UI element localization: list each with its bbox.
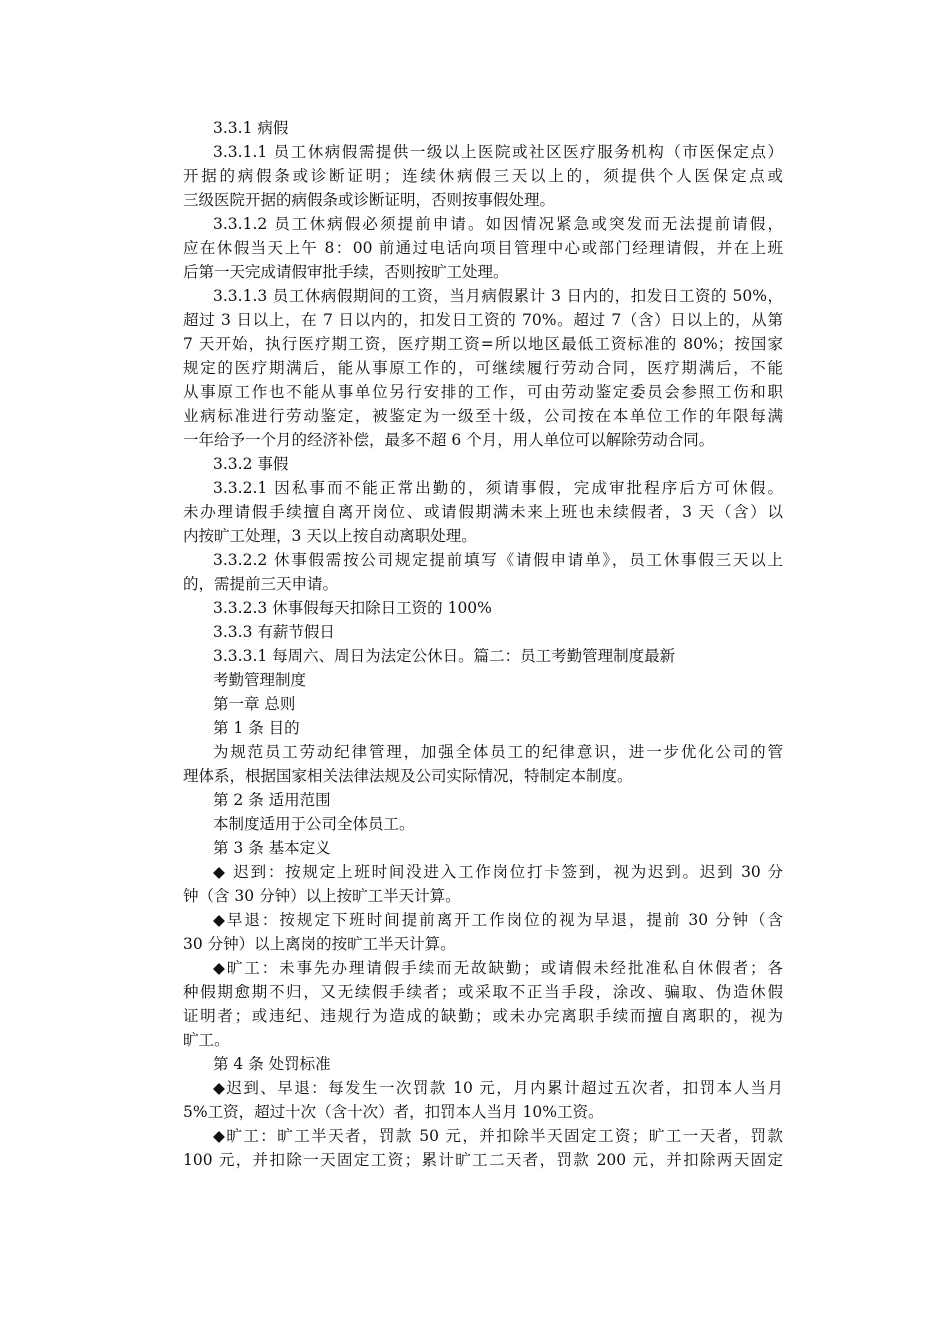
text-line: 开据的病假条或诊断证明；连续休病假三天以上的，须提供个人医保定点或 [183,167,783,185]
heading-paid-holidays: 3.3.3 有薪节假日 [213,623,335,641]
text-line: 未办理请假手续擅自离开岗位、或请假期满未来上班也未续假者，3 天（含）以 [183,503,783,521]
text-line: 3.3.2.1 因私事而不能正常出勤的，须请事假，完成审批程序后方可休假。 [213,479,783,497]
text-line: 规定的医疗期满后，能从事原工作的，可继续履行劳动合同，医疗期满后，不能 [183,359,783,377]
text-line: 3.3.3.1 每周六、周日为法定公休日。篇二：员工考勤管理制度最新 [213,647,676,665]
text-line: 证明者；或违纪、违规行为造成的缺勤；或未办完离职手续而擅自离职的，视为 [183,1007,783,1025]
text-line: 后第一天完成请假审批手续，否则按旷工处理。 [183,263,509,281]
text-line: 本制度适用于公司全体员工。 [213,815,415,833]
text-line: 3.3.2.2 休事假需按公司规定提前填写《请假申请单》，员工休事假三天以上 [213,551,783,569]
text-line: 内按旷工处理，3 天以上按自动离职处理。 [183,527,477,545]
heading-attendance-policy: 考勤管理制度 [213,671,307,689]
text-line: 为规范员工劳动纪律管理，加强全体员工的纪律意识，进一步优化公司的管 [213,743,783,761]
text-line: 3.3.1.2 员工休病假必须提前申请。如因情况紧急或突发而无法提前请假， [213,215,783,233]
text-line: 7 天开始，执行医疗期工资，医疗期工资=所以地区最低工资标准的 80%；按国家 [183,335,783,353]
text-line: 旷工。 [183,1031,230,1049]
heading-sick-leave: 3.3.1 病假 [213,119,289,137]
text-line: 种假期愈期不归，又无续假手续者；或采取不正当手段，涂改、骗取、伪造休假 [183,983,783,1001]
text-line: 业病标准进行劳动鉴定，被鉴定为一级至十级，公司按在本单位工作的年限每满 [183,407,783,425]
heading-article-2: 第 2 条 适用范围 [213,791,331,809]
text-line: 30 分钟）以上离岗的按旷工半天计算。 [183,935,456,953]
text-line: 的，需提前三天申请。 [183,575,339,593]
text-line: 3.3.2.3 休事假每天扣除日工资的 100% [213,599,492,617]
text-line: 100 元，并扣除一天固定工资；累计旷工二天者，罚款 200 元，并扣除两天固定 [183,1151,783,1169]
text-line: 一年给予一个月的经济补偿，最多不超 6 个月，用人单位可以解除劳动合同。 [183,431,715,449]
text-line: 三级医院开据的病假条或诊断证明，否则按事假处理。 [183,191,556,209]
text-line: ◆旷工：旷工半天者，罚款 50 元，并扣除半天固定工资；旷工一天者，罚款 [213,1127,783,1145]
heading-article-3: 第 3 条 基本定义 [213,839,331,857]
heading-article-4: 第 4 条 处罚标准 [213,1055,331,1073]
text-line: ◆ 迟到：按规定上班时间没进入工作岗位打卡签到，视为迟到。迟到 30 分 [213,863,783,881]
text-line: 从事原工作也不能从事单位另行安排的工作，可由劳动鉴定委员会参照工伤和职 [183,383,783,401]
text-line: 3.3.1.3 员工休病假期间的工资，当月病假累计 3 日内的，扣发日工资的 50%， [213,287,783,305]
text-line: 理体系，根据国家相关法律法规及公司实际情况，特制定本制度。 [183,767,633,785]
heading-personal-leave: 3.3.2 事假 [213,455,289,473]
text-line: 超过 3 日以上，在 7 日以内的，扣发日工资的 70%。超过 7（含）日以上的，从第 [183,311,783,329]
text-line: 3.3.1.1 员工休病假需提供一级以上医院或社区医疗服务机构（市医保定点） [213,143,783,161]
heading-article-1: 第 1 条 目的 [213,719,300,737]
text-line: 5%工资，超过十次（含十次）者，扣罚本人当月 10%工资。 [183,1103,604,1121]
text-line: ◆迟到、早退：每发生一次罚款 10 元，月内累计超过五次者，扣罚本人当月 [213,1079,783,1097]
text-line: 钟（含 30 分钟）以上按旷工半天计算。 [183,887,461,905]
text-line: ◆早退：按规定下班时间提前离开工作岗位的视为早退，提前 30 分钟（含 [213,911,783,929]
text-line: ◆旷工：未事先办理请假手续而无故缺勤；或请假未经批准私自休假者；各 [213,959,783,977]
text-line: 应在休假当天上午 8：00 前通过电话向项目管理中心或部门经理请假，并在上班 [183,239,783,257]
heading-chapter-one: 第一章 总则 [213,695,296,713]
